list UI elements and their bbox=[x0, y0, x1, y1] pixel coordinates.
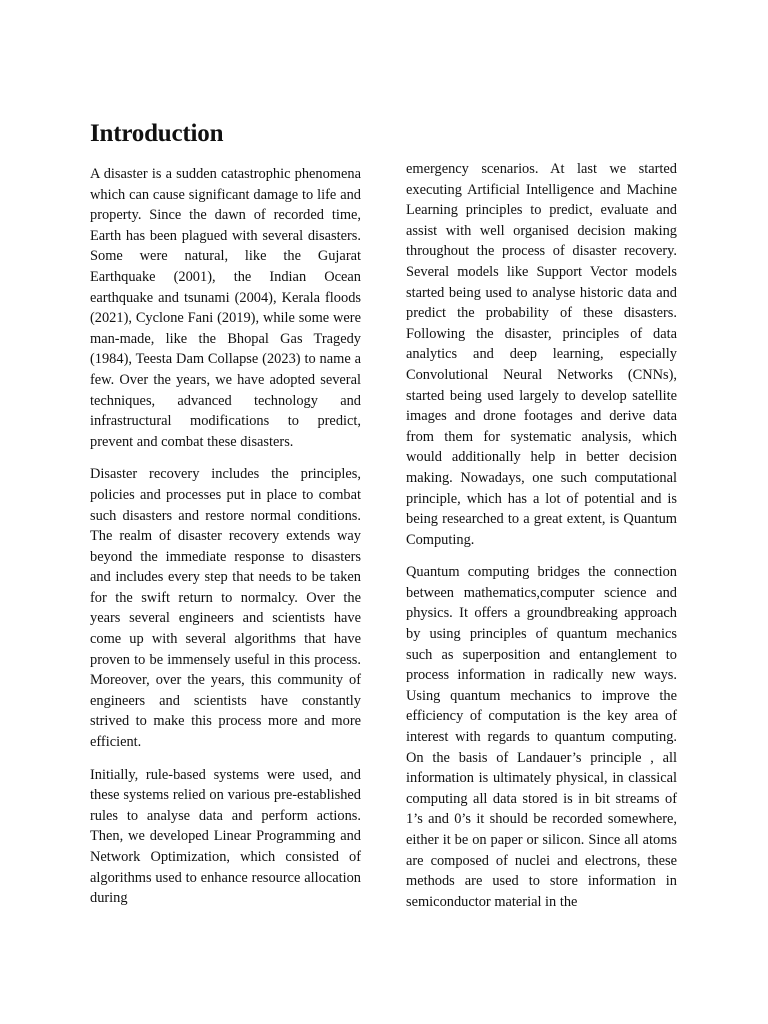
section-heading: Introduction bbox=[90, 120, 224, 147]
right-column bbox=[406, 159, 677, 924]
paragraph: A disaster is a sudden catastrophic phenomena which can cause significant damage to life and property. Since the dawn of recorded time, Earth has been plagued with several disasters. Some were natural, like the Gujarat Earthquake (2001), the Indian Ocean earthquake and tsunami (2004), Kerala floods (2021), Cyclone Fani (2019), while some were man-made, like the Bhopal Gas Tragedy (1984), Teesta Dam Collapse (2023) to name a few. Over the years, we have adopted several techniques, advanced technology and infrastructural modifications to predict, prevent and combat these disasters. bbox=[90, 166, 361, 450]
paragraph: Initially, rule-based systems were used, and these systems relied on various pre-established rules to analyse data and perform actions. Then, we developed Linear Programming and Network Optimization, which consisted of algorithms used to enhance resource allocation during bbox=[90, 766, 361, 907]
left-column bbox=[90, 164, 361, 921]
paragraph: Disaster recovery includes the principles, policies and processes put in place to combat such disasters and restore normal conditions. The realm of disaster recovery extends way beyond the immediate response to disasters and includes every step that needs to be taken for the swift return to normalcy. Over the years several engineers and scientists have come up with several algorithms that have proven to be immensely useful in this process. Moreover, over the years, this community of engineers and scientists have constantly strived to make this process more and more efficient. bbox=[90, 466, 361, 751]
paragraph: Quantum computing bridges the connection between mathematics,computer science and physics. It offers a groundbreaking approach by using principles of quantum mechanics such as superposition and entanglement to process information in radically new ways. Using quantum mechanics to improve the efficiency of computation is the key area of interest with regards to quantum computing. On the basis of Landauer’s principle , all information is ultimately physical, in classical computing all data stored is in bit streams of 1’s and 0’s it should be recorded somewhere, either it be on paper or silicon. Since all atoms are composed of nuclei and electrons, these methods are used to store information in semiconductor material in the bbox=[406, 564, 677, 910]
paragraph: emergency scenarios. At last we started executing Artificial Intelligence and Machine Learning principles to predict, evaluate and assist with well organised decision making throughout the process of disaster recovery. Several models like Support Vector models started being used to analyse historic data and predict the probability of these disasters. Following the disaster, principles of data analytics and deep learning, especially Convolutional Neural Networks (CNNs), started being used largely to develop satellite images and drone footages and derive data from them for systematic analysis, which would additionally help in better decision making. Nowadays, one such computational principle, which has a lot of potential and is being researched to a great extent, is Quantum Computing. bbox=[406, 161, 677, 548]
